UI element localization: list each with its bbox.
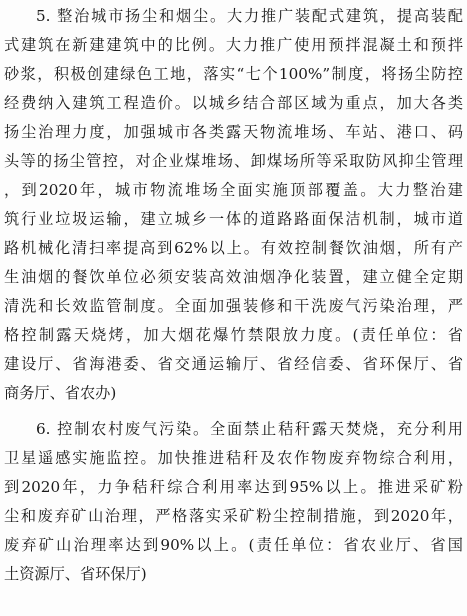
section6-line: 卫星遥感实施监控。加快推进秸秆及农作物废弃物综合利用， (4, 449, 463, 467)
section6-line: 到2020年，力争秸秆综合利用率达到95%以上。推进采矿粉 (4, 478, 463, 496)
section5-line: 砂浆，积极创建绿色工地，落实“七个100%”制度，将扬尘防控 (4, 65, 463, 83)
section5-line: ，到2020年，城市物流堆场全面实施顶部覆盖。大力整治建 (4, 181, 463, 199)
section5-line: 清洗和长效监管制度。全面加强装修和干洗废气污染治理，严 (4, 297, 463, 315)
section6-line: 废弃矿山治理率达到90%以上。(责任单位：省农业厅、省国 (4, 536, 463, 554)
section5-line: 式建筑在新建建筑中的比例。大力推广使用预拌混凝土和预拌 (4, 36, 463, 54)
section5-line: 格控制露天烧烤，加大烟花爆竹禁限放力度。(责任单位：省 (4, 326, 463, 344)
section5-line: 商务厅、省农办) (4, 384, 117, 402)
section6-line: 尘和废弃矿山治理，严格落实采矿粉尘控制措施，到2020年， (4, 507, 463, 525)
section5-line: 路机械化清扫率提高到62%以上。有效控制餐饮油烟，所有产 (4, 239, 463, 257)
section5-heading-line: 5. 整治城市扬尘和烟尘。大力推广装配式建筑，提高装配 (36, 7, 463, 25)
section6-heading-line: 6. 控制农村废气污染。全面禁止秸秆露天焚烧，充分利用 (36, 420, 463, 438)
section6-line: 土资源厅、省环保厅) (4, 565, 147, 583)
section5-line: 经费纳入建筑工程造价。以城乡结合部区域为重点，加大各类 (4, 94, 463, 112)
section5-line: 生油烟的餐饮单位必须安装高效油烟净化装置，建立健全定期 (4, 268, 463, 286)
section5-line: 建设厅、省海港委、省交通运输厅、省经信委、省环保厅、省 (4, 355, 463, 373)
section5-line: 扬尘治理力度，加强城市各类露天物流堆场、车站、港口、码 (4, 123, 463, 141)
section5-line: 头等的扬尘管控，对企业煤堆场、卸煤场所等采取防风抑尘管理 (4, 152, 463, 170)
section5-line: 筑行业垃圾运输，建立城乡一体的道路路面保洁机制，城市道 (4, 210, 463, 228)
